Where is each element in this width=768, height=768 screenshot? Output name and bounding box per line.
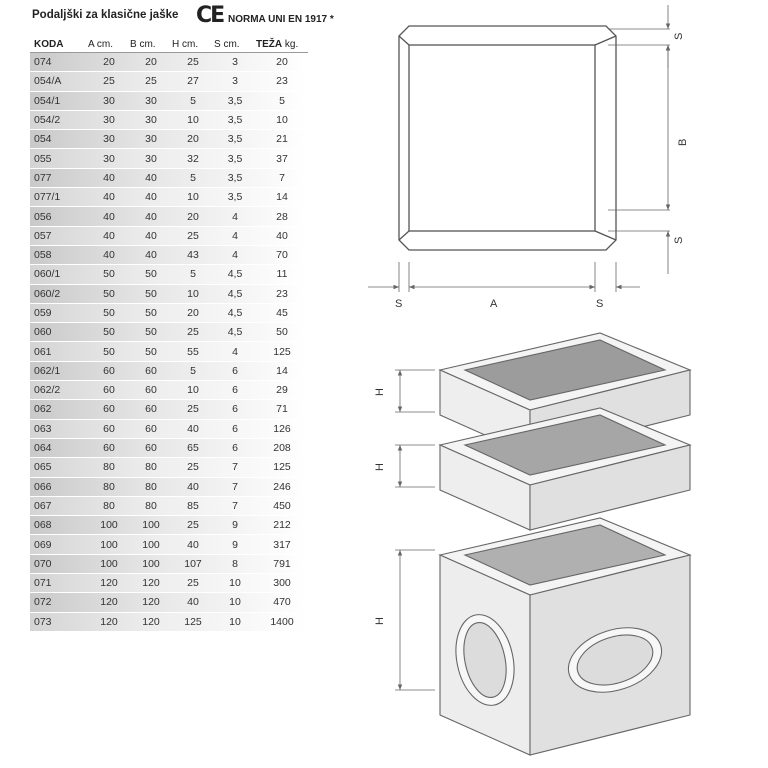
cell-koda: 067	[30, 496, 88, 515]
cell-b: 30	[130, 91, 172, 110]
cell-s: 7	[214, 458, 256, 477]
cell-h: 20	[172, 130, 214, 149]
cell-koda: 070	[30, 554, 88, 573]
cell-teza: 125	[256, 342, 308, 361]
cell-s: 4,5	[214, 303, 256, 322]
col-h: H cm.	[172, 36, 214, 53]
table-row	[30, 168, 308, 187]
dim-label-s-bottom: S	[673, 236, 685, 244]
cell-h: 5	[172, 91, 214, 110]
cell-a: 100	[88, 516, 130, 535]
cell-a: 50	[88, 303, 130, 322]
cell-s: 3,5	[214, 110, 256, 129]
cell-teza: 71	[256, 400, 308, 419]
cell-h: 85	[172, 496, 214, 515]
cell-s: 4	[214, 245, 256, 264]
manhole-drawing	[340, 0, 768, 768]
cell-a: 40	[88, 245, 130, 264]
cell-teza: 21	[256, 130, 308, 149]
cell-koda: 057	[30, 226, 88, 245]
cell-b: 40	[130, 226, 172, 245]
cell-s: 3	[214, 53, 256, 72]
col-koda: KODA	[30, 36, 88, 53]
cell-a: 50	[88, 265, 130, 284]
cell-b: 80	[130, 496, 172, 515]
col-teza-label: TEŽA	[256, 38, 283, 50]
cell-b: 50	[130, 284, 172, 303]
cell-koda: 066	[30, 477, 88, 496]
table-row	[30, 361, 308, 380]
cell-a: 80	[88, 477, 130, 496]
dim-label-s-left: S	[395, 298, 403, 310]
cell-teza: 246	[256, 477, 308, 496]
cell-teza: 208	[256, 438, 308, 457]
cell-teza: 791	[256, 554, 308, 573]
cell-koda: 065	[30, 458, 88, 477]
cell-s: 4,5	[214, 284, 256, 303]
cell-s: 9	[214, 535, 256, 554]
cell-koda: 077/1	[30, 188, 88, 207]
table-row	[30, 342, 308, 361]
cell-koda: 077	[30, 168, 88, 187]
cell-h: 10	[172, 188, 214, 207]
cell-a: 40	[88, 226, 130, 245]
cell-koda: 069	[30, 535, 88, 554]
ce-mark-logo: CE	[196, 3, 224, 28]
cell-koda: 054/2	[30, 110, 88, 129]
cell-teza: 23	[256, 72, 308, 91]
table-row	[30, 496, 308, 515]
col-teza-unit: kg.	[284, 38, 299, 50]
cell-koda: 054/A	[30, 72, 88, 91]
cell-a: 30	[88, 130, 130, 149]
plan-inner-outline	[409, 45, 595, 231]
table-row	[30, 91, 308, 110]
table-row	[30, 207, 308, 226]
height-dimensions	[395, 370, 435, 690]
plan-dimensions	[368, 5, 670, 292]
cell-teza: 11	[256, 265, 308, 284]
table-row	[30, 110, 308, 129]
table-row	[30, 593, 308, 612]
cell-teza: 40	[256, 226, 308, 245]
cell-b: 60	[130, 381, 172, 400]
cell-h: 20	[172, 303, 214, 322]
plan-outer-outline	[399, 26, 616, 250]
cell-s: 4,5	[214, 265, 256, 284]
isometric-stack	[440, 333, 690, 755]
cell-teza: 1400	[256, 612, 308, 631]
cell-b: 25	[130, 72, 172, 91]
cell-s: 10	[214, 574, 256, 593]
cell-koda: 059	[30, 303, 88, 322]
cell-a: 50	[88, 284, 130, 303]
cell-b: 50	[130, 303, 172, 322]
cell-teza: 37	[256, 149, 308, 168]
cell-s: 7	[214, 477, 256, 496]
cell-a: 100	[88, 554, 130, 573]
page-title: Podaljški za klasične jaške	[32, 9, 179, 21]
cell-koda: 063	[30, 419, 88, 438]
cell-koda: 060/1	[30, 265, 88, 284]
cell-s: 3,5	[214, 188, 256, 207]
cell-h: 20	[172, 207, 214, 226]
cell-h: 65	[172, 438, 214, 457]
table-row	[30, 458, 308, 477]
cell-a: 80	[88, 458, 130, 477]
col-b: B cm.	[130, 36, 172, 53]
cell-teza: 300	[256, 574, 308, 593]
cell-h: 5	[172, 361, 214, 380]
cell-b: 40	[130, 207, 172, 226]
cell-h: 32	[172, 149, 214, 168]
cell-koda: 056	[30, 207, 88, 226]
cell-h: 5	[172, 168, 214, 187]
cell-b: 120	[130, 593, 172, 612]
col-s: S cm.	[214, 36, 256, 53]
dim-label-h-top: H	[374, 388, 386, 396]
cell-h: 25	[172, 516, 214, 535]
cell-teza: 10	[256, 110, 308, 129]
table-row	[30, 516, 308, 535]
col-a: A cm.	[88, 36, 130, 53]
table-row	[30, 438, 308, 457]
cell-koda: 071	[30, 574, 88, 593]
cell-koda: 072	[30, 593, 88, 612]
cell-koda: 054	[30, 130, 88, 149]
cell-s: 6	[214, 381, 256, 400]
cell-h: 40	[172, 593, 214, 612]
cell-koda: 068	[30, 516, 88, 535]
cell-b: 30	[130, 149, 172, 168]
cell-b: 40	[130, 188, 172, 207]
cell-a: 20	[88, 53, 130, 72]
table-row	[30, 612, 308, 631]
cell-h: 25	[172, 458, 214, 477]
cell-a: 60	[88, 438, 130, 457]
plan-view	[399, 26, 616, 250]
cell-h: 25	[172, 323, 214, 342]
cell-a: 50	[88, 323, 130, 342]
cell-h: 25	[172, 400, 214, 419]
cell-b: 60	[130, 400, 172, 419]
cell-s: 4	[214, 342, 256, 361]
cell-h: 27	[172, 72, 214, 91]
cell-teza: 14	[256, 361, 308, 380]
cell-s: 4	[214, 207, 256, 226]
cell-h: 25	[172, 226, 214, 245]
cell-s: 3,5	[214, 91, 256, 110]
cell-teza: 212	[256, 516, 308, 535]
table-row	[30, 477, 308, 496]
cell-teza: 28	[256, 207, 308, 226]
cell-h: 10	[172, 381, 214, 400]
cell-h: 25	[172, 574, 214, 593]
cell-a: 60	[88, 400, 130, 419]
dim-label-s-right: S	[596, 298, 604, 310]
cell-koda: 062/2	[30, 381, 88, 400]
cell-h: 43	[172, 245, 214, 264]
table-row	[30, 554, 308, 573]
cell-s: 3,5	[214, 130, 256, 149]
cell-s: 7	[214, 496, 256, 515]
table-row	[30, 323, 308, 342]
table-row	[30, 53, 308, 72]
cell-koda: 058	[30, 245, 88, 264]
cell-h: 107	[172, 554, 214, 573]
cell-teza: 70	[256, 245, 308, 264]
cell-s: 6	[214, 400, 256, 419]
dim-label-h-bottom: H	[374, 617, 386, 625]
cell-teza: 14	[256, 188, 308, 207]
cell-teza: 5	[256, 91, 308, 110]
cell-koda: 074	[30, 53, 88, 72]
cell-b: 30	[130, 130, 172, 149]
cell-a: 100	[88, 535, 130, 554]
cell-a: 30	[88, 91, 130, 110]
table-row	[30, 574, 308, 593]
cell-b: 100	[130, 554, 172, 573]
cell-koda: 064	[30, 438, 88, 457]
cell-b: 80	[130, 458, 172, 477]
cell-teza: 126	[256, 419, 308, 438]
cell-teza: 23	[256, 284, 308, 303]
cell-a: 80	[88, 496, 130, 515]
cell-s: 3,5	[214, 149, 256, 168]
table-row	[30, 149, 308, 168]
table-row	[30, 419, 308, 438]
table-row	[30, 381, 308, 400]
cell-b: 50	[130, 323, 172, 342]
cell-h: 10	[172, 284, 214, 303]
cell-b: 120	[130, 612, 172, 631]
cell-s: 10	[214, 612, 256, 631]
cell-teza: 317	[256, 535, 308, 554]
table-row	[30, 303, 308, 322]
table-body	[30, 53, 308, 632]
bottom-box	[440, 518, 690, 755]
cell-h: 40	[172, 477, 214, 496]
cell-a: 120	[88, 612, 130, 631]
cell-a: 60	[88, 419, 130, 438]
cell-koda: 060/2	[30, 284, 88, 303]
cell-koda: 073	[30, 612, 88, 631]
cell-h: 25	[172, 53, 214, 72]
cell-h: 40	[172, 535, 214, 554]
table-row	[30, 245, 308, 264]
cell-teza: 20	[256, 53, 308, 72]
cell-teza: 470	[256, 593, 308, 612]
cell-s: 6	[214, 419, 256, 438]
cell-h: 125	[172, 612, 214, 631]
dim-label-s-top: S	[673, 32, 685, 40]
cell-teza: 29	[256, 381, 308, 400]
table-row	[30, 226, 308, 245]
table-header-row	[30, 36, 308, 53]
cell-koda: 055	[30, 149, 88, 168]
table-row	[30, 400, 308, 419]
table-row	[30, 535, 308, 554]
table-row	[30, 72, 308, 91]
table-row	[30, 265, 308, 284]
table-row	[30, 188, 308, 207]
cell-s: 4,5	[214, 323, 256, 342]
cell-koda: 062/1	[30, 361, 88, 380]
cell-b: 80	[130, 477, 172, 496]
col-teza	[256, 36, 308, 53]
cell-s: 9	[214, 516, 256, 535]
cell-h: 40	[172, 419, 214, 438]
dim-label-a: A	[490, 298, 498, 310]
cell-b: 50	[130, 342, 172, 361]
table-row	[30, 284, 308, 303]
cell-s: 6	[214, 438, 256, 457]
dim-label-h-middle: H	[374, 463, 386, 471]
cell-a: 40	[88, 168, 130, 187]
cell-a: 120	[88, 574, 130, 593]
cell-b: 40	[130, 168, 172, 187]
cell-b: 60	[130, 419, 172, 438]
cell-b: 100	[130, 535, 172, 554]
cell-koda: 061	[30, 342, 88, 361]
cell-h: 10	[172, 110, 214, 129]
cell-b: 40	[130, 245, 172, 264]
cell-s: 3	[214, 72, 256, 91]
cell-teza: 45	[256, 303, 308, 322]
cell-h: 5	[172, 265, 214, 284]
cell-s: 3,5	[214, 168, 256, 187]
dim-label-b: B	[677, 138, 689, 146]
norm-standard: NORMA UNI EN 1917 *	[228, 14, 334, 25]
cell-b: 120	[130, 574, 172, 593]
cell-a: 30	[88, 149, 130, 168]
cell-koda: 060	[30, 323, 88, 342]
cell-a: 30	[88, 110, 130, 129]
cell-koda: 062	[30, 400, 88, 419]
cell-teza: 7	[256, 168, 308, 187]
cell-teza: 125	[256, 458, 308, 477]
cell-a: 60	[88, 381, 130, 400]
cell-koda: 054/1	[30, 91, 88, 110]
cell-b: 30	[130, 110, 172, 129]
cell-teza: 50	[256, 323, 308, 342]
cell-b: 100	[130, 516, 172, 535]
cell-a: 50	[88, 342, 130, 361]
cell-a: 25	[88, 72, 130, 91]
cell-b: 60	[130, 361, 172, 380]
cell-s: 8	[214, 554, 256, 573]
cell-b: 60	[130, 438, 172, 457]
cell-b: 50	[130, 265, 172, 284]
cell-b: 20	[130, 53, 172, 72]
cell-s: 4	[214, 226, 256, 245]
cell-a: 60	[88, 361, 130, 380]
cell-a: 40	[88, 188, 130, 207]
cell-a: 40	[88, 207, 130, 226]
dimensions-table	[30, 36, 308, 632]
cell-s: 10	[214, 593, 256, 612]
cell-s: 6	[214, 361, 256, 380]
table-row	[30, 130, 308, 149]
cell-teza: 450	[256, 496, 308, 515]
cell-h: 55	[172, 342, 214, 361]
cell-a: 120	[88, 593, 130, 612]
